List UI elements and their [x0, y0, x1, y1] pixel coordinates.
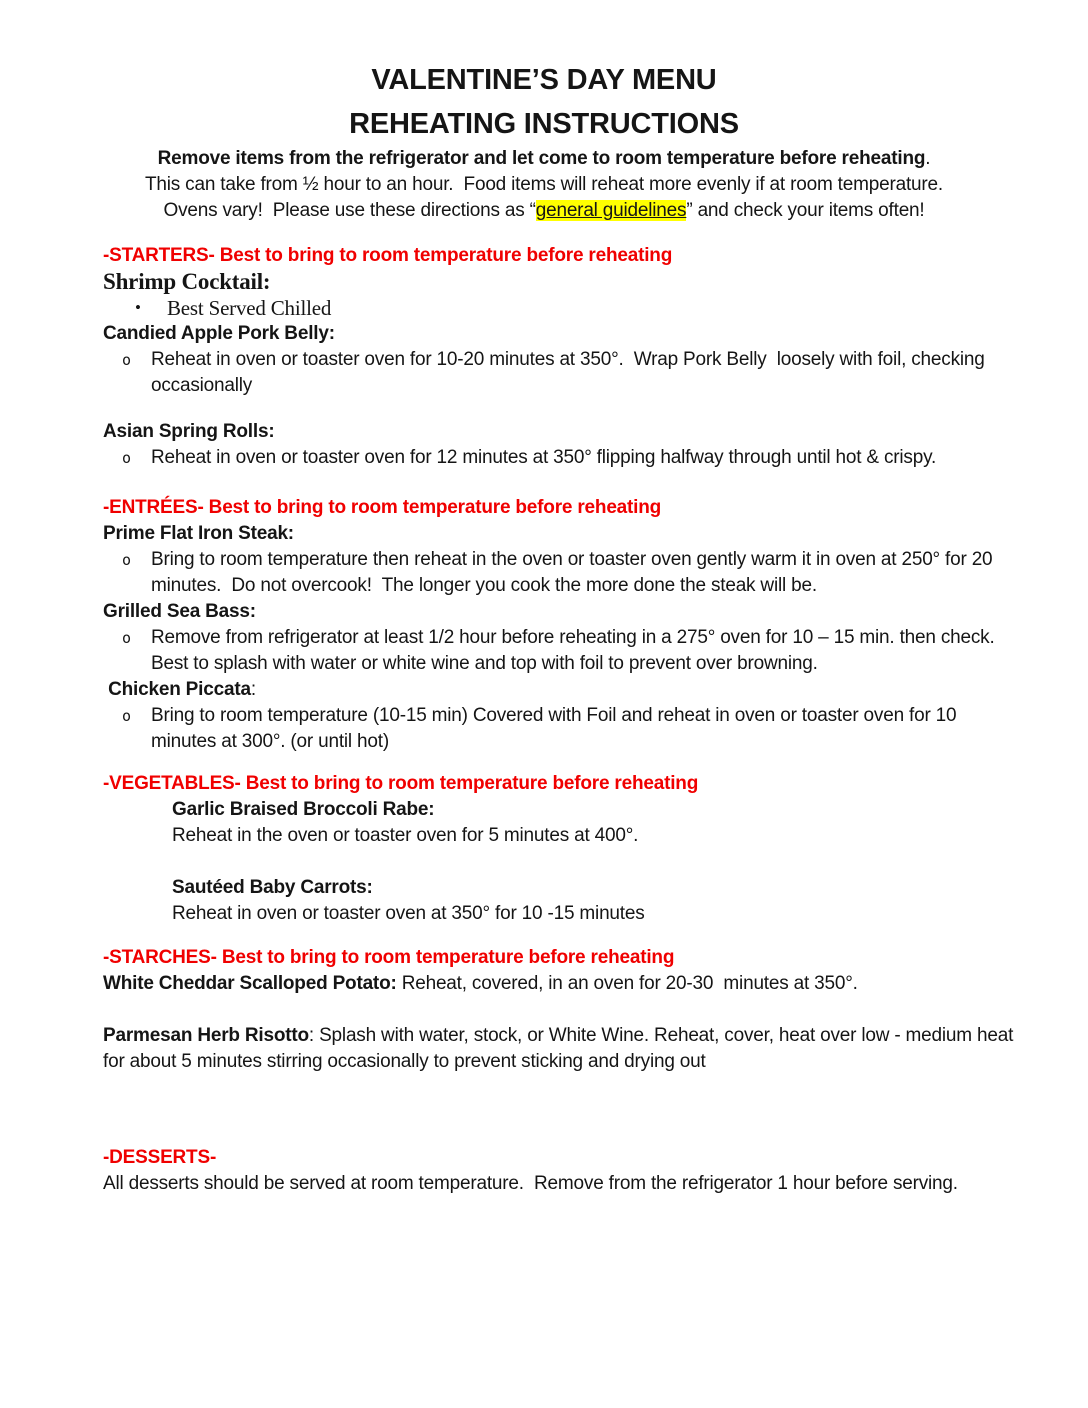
bullet-circle-icon: o: [122, 629, 132, 647]
item-title-grilled-sea-bass: Grilled Sea Bass:: [103, 601, 256, 622]
highlight-general-guidelines: general guidelines: [535, 200, 687, 221]
chicken-piccata-colon: :: [250, 679, 256, 700]
bullet-circle-icon: o: [122, 351, 132, 369]
item-scalloped-potato: [103, 971, 1023, 997]
bullet-shrimp-text: Best Served Chilled: [167, 296, 332, 320]
item-parmesan-risotto: [103, 1023, 1023, 1075]
parmesan-risotto-text: : Splash with water, stock, or White Wine. Reheat, cover, heat over low - medium heat for about 5 minutes stirring occasionally to prevent sticking and drying out: [103, 1025, 1019, 1072]
bullet-pork-belly-text: Reheat in oven or toaster oven for 10-20 minutes at 350°. Wrap Pork Belly loosely with foil, checking occasionally: [151, 349, 990, 396]
doc-title: [0, 58, 1088, 146]
intro-line-1: [0, 146, 1088, 172]
item-title-garlic-braised-broccoli-rabe: Garlic Braised Broccoli Rabe:: [172, 799, 435, 820]
section-heading-entrees: -ENTRÉES- Best to bring to room temperature before reheating: [103, 497, 662, 518]
doc-title-line-1: VALENTINE’S DAY MENU: [371, 64, 717, 96]
bullet-sea-bass: [103, 625, 1023, 677]
bullet-disc-icon: •: [135, 298, 141, 317]
scalloped-potato-text: Reheat, covered, in an oven for 20-30 minutes at 350°.: [396, 973, 858, 994]
section-heading-vegetables: -VEGETABLES- Best to bring to room temperature before reheating: [103, 773, 699, 794]
item-title-prime-flat-iron-steak: Prime Flat Iron Steak:: [103, 523, 294, 544]
broccoli-rabe-instructions: Reheat in the oven or toaster oven for 5 minutes at 400°.: [172, 825, 639, 846]
section-entrees: [103, 495, 1023, 755]
intro-bold-text: Remove items from the refrigerator and let come to room temperature before reheating: [157, 148, 926, 169]
bullet-flat-iron-steak: [103, 547, 1023, 599]
section-heading-desserts: -DESSERTS-: [103, 1147, 217, 1168]
item-title-asian-spring-rolls: Asian Spring Rolls:: [103, 421, 275, 442]
chicken-piccata-bold: Chicken Piccata: [103, 679, 251, 700]
blank-line: [103, 849, 1023, 875]
bullet-circle-icon: o: [122, 551, 132, 569]
parmesan-risotto-bold: Parmesan Herb Risotto: [103, 1025, 309, 1046]
section-starters: [103, 243, 1023, 471]
bullet-pork-belly: [103, 347, 1023, 399]
item-title-sauteed-baby-carrots: Sautéed Baby Carrots:: [172, 877, 373, 898]
section-vegetables: [103, 771, 1023, 927]
section-heading-starters: -STARTERS- Best to bring to room temperature before reheating: [103, 245, 673, 266]
bullet-shrimp-cocktail: [103, 295, 1023, 321]
baby-carrots-instructions: Reheat in oven or toaster oven at 350° for 10 -15 minutes: [172, 903, 645, 924]
bullet-sea-bass-text: Remove from refrigerator at least 1/2 hour before reheating in a 275° oven for 10 – 15 min. then check. Best to splash with water or white wine and top with foil to prevent over browning.: [151, 627, 1000, 674]
intro-line-2: This can take from ½ hour to an hour. Food items will reheat more evenly if at room temperature.: [145, 174, 943, 195]
item-title-chicken-piccata: [103, 677, 1023, 703]
bullet-spring-rolls-text: Reheat in oven or toaster oven for 12 minutes at 350° flipping halfway through until hot & crispy.: [151, 447, 937, 468]
bullet-spring-rolls: [103, 445, 1023, 471]
intro-line-3-post: ” and check your items often!: [686, 200, 925, 221]
intro-paragraph: [0, 146, 1088, 224]
desserts-instructions: All desserts should be served at room temperature. Remove from the refrigerator 1 hour before serving.: [103, 1173, 958, 1194]
intro-bold-period: .: [925, 148, 931, 169]
section-heading-starches: -STARCHES- Best to bring to room temperature before reheating: [103, 947, 675, 968]
scalloped-potato-bold: White Cheddar Scalloped Potato:: [103, 973, 397, 994]
intro-line-3: [0, 198, 1088, 224]
item-title-shrimp-cocktail: Shrimp Cocktail:: [103, 269, 271, 294]
doc-title-line-2: REHEATING INSTRUCTIONS: [349, 108, 739, 140]
bullet-circle-icon: o: [122, 707, 132, 725]
bullet-circle-icon: o: [122, 449, 132, 467]
section-desserts: [103, 1145, 1023, 1197]
bullet-chicken-piccata: [103, 703, 1023, 755]
bullet-flat-iron-steak-text: Bring to room temperature then reheat in the oven or toaster oven gently warm it in oven at 250° for 20 minutes. Do not overcook! The longer you cook the more done the steak will be.: [151, 549, 998, 596]
intro-line-3-pre: Ovens vary! Please use these directions as “: [163, 200, 536, 221]
section-starches: [103, 945, 1023, 1075]
item-title-candied-apple-pork-belly: Candied Apple Pork Belly:: [103, 323, 335, 344]
bullet-chicken-piccata-text: Bring to room temperature (10-15 min) Covered with Foil and reheat in oven or toaster oven for 10 minutes at 300°. (or until hot): [151, 705, 962, 752]
